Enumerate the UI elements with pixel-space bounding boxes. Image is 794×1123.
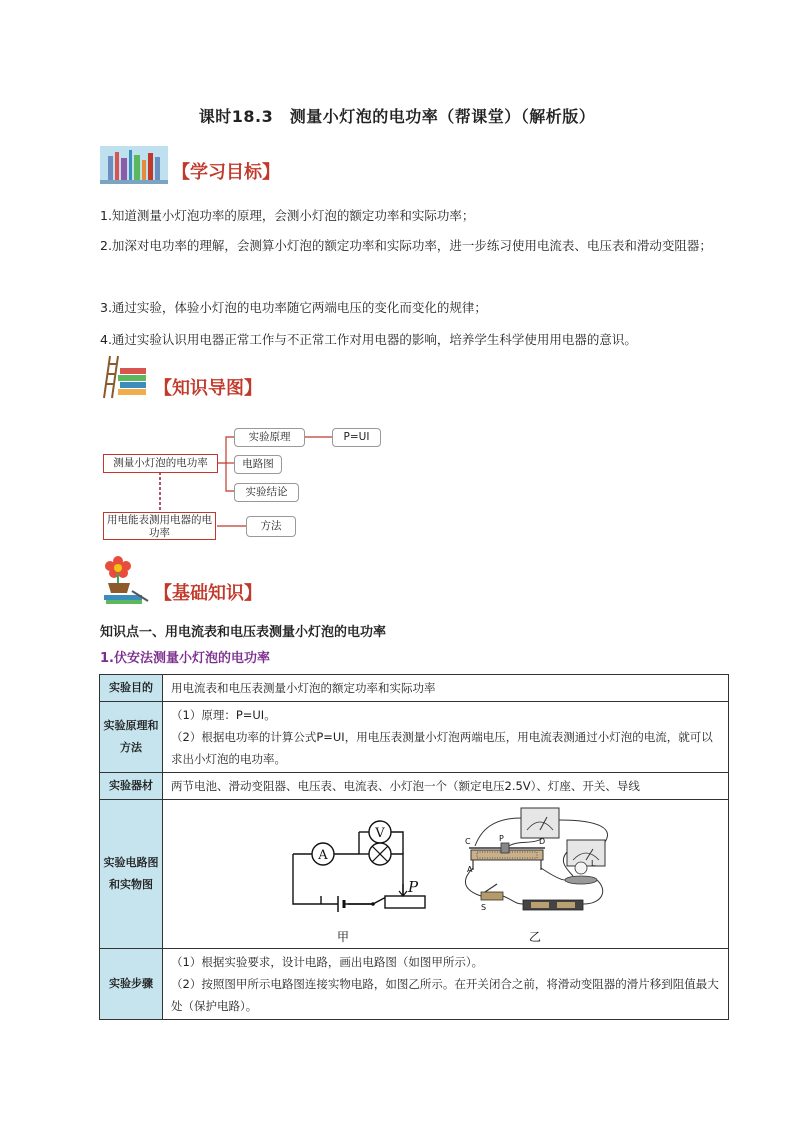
apparatus-photo: [465, 808, 608, 912]
mindmap-root: 测量小灯泡的电功率: [103, 454, 218, 473]
principle-line-1: （1）原理：P=UI。: [171, 708, 276, 722]
caption-b: 乙: [528, 930, 542, 944]
mindmap-branch-principle: 实验原理: [234, 428, 305, 447]
mindmap-branch-conclusion: 实验结论: [234, 483, 299, 502]
ammeter-label: A: [318, 848, 328, 863]
row-head-principle: 实验原理和方法: [100, 702, 163, 773]
section-basics-title: 【基础知识】: [154, 583, 262, 604]
row-content-equipment: 两节电池、滑动变阻器、电压表、电流表、小灯泡一个（额定电压2.5V）、灯座、开关、导线: [163, 773, 729, 800]
row-head-steps: 实验步骤: [100, 949, 163, 1020]
section-basics-header: [100, 551, 262, 605]
caption-a: 甲: [336, 930, 350, 944]
photo-label-p: P: [499, 834, 504, 843]
books-shelf-icon: [100, 146, 168, 184]
row-content-circuit: [163, 800, 729, 949]
mindmap-leaf-formula: P=UI: [332, 428, 381, 447]
row-content-principle: [163, 702, 729, 773]
photo-label-l: L: [591, 859, 596, 868]
rheostat-label: P: [408, 878, 419, 896]
section-mindmap-title: 【知识导图】: [154, 378, 262, 399]
voltmeter-label: V: [375, 826, 385, 841]
subsection-title: 1.伏安法测量小灯泡的电功率: [100, 651, 270, 666]
table-row: [100, 800, 729, 949]
page-title: 课时18.3 测量小灯泡的电功率（帮课堂）（解析版）: [198, 107, 596, 126]
goal-4: 4.通过实验认识用电器正常工作与不正常工作对用电器的影响，培养学生科学使用用电器的意识。: [100, 332, 637, 347]
section-mindmap-header: [100, 354, 262, 400]
goal-1: 1.知道测量小灯泡功率的原理，会测小灯泡的额定功率和实际功率；: [100, 208, 475, 223]
steps-line-2: （2）按照图甲所示电路图连接实物电路，如图乙所示。在开关闭合之前，将滑动变阻器的滑片移到阻值最大处（保护电路）。: [171, 977, 719, 1013]
section-goals-title: 【学习目标】: [172, 162, 280, 183]
photo-label-a: A: [467, 865, 473, 874]
row-content-purpose: 用电流表和电压表测量小灯泡的额定功率和实际功率: [163, 675, 729, 702]
row-head-circuit: 实验电路图和实物图: [100, 800, 163, 949]
photo-label-c: C: [465, 837, 471, 846]
photo-label-s: S: [481, 903, 487, 912]
row-content-steps: [163, 949, 729, 1020]
table-row: [100, 773, 729, 800]
experiment-table: [99, 674, 729, 1020]
schematic-diagram: [293, 832, 403, 904]
table-row: [100, 702, 729, 773]
mindmap-branch-circuit: 电路图: [234, 455, 282, 474]
circuit-diagrams: [163, 800, 728, 948]
mindmap-branch-method: 方法: [246, 516, 296, 537]
principle-line-2: （2）根据电功率的计算公式P=UI，用电压表测量小灯泡两端电压，用电流表测通过小灯泡的电流，就可以求出小灯泡的电功率。: [171, 730, 713, 766]
table-row: [100, 675, 729, 702]
knowledge-point-title: 知识点一、用电流表和电压表测量小灯泡的电功率: [100, 625, 387, 640]
flower-pot-icon: [100, 551, 152, 605]
books-ladder-icon: [100, 354, 150, 400]
row-head-equipment: 实验器材: [100, 773, 163, 800]
goal-2: 2.加深对电功率的理解，会测算小灯泡的额定功率和实际功率，进一步练习使用电流表、电压表和滑动变阻器；: [100, 238, 712, 253]
goal-3: 3.通过实验，体验小灯泡的电功率随它两端电压的变化而变化的规律；: [100, 300, 487, 315]
mindmap-second-root: 用电能表测用电器的电功率: [103, 512, 216, 540]
photo-label-d: D: [539, 837, 546, 846]
section-goals-header: [100, 146, 280, 184]
steps-line-1: （1）根据实验要求，设计电路，画出电路图（如图甲所示）。: [171, 955, 484, 969]
row-head-purpose: 实验目的: [100, 675, 163, 702]
table-row: [100, 949, 729, 1020]
